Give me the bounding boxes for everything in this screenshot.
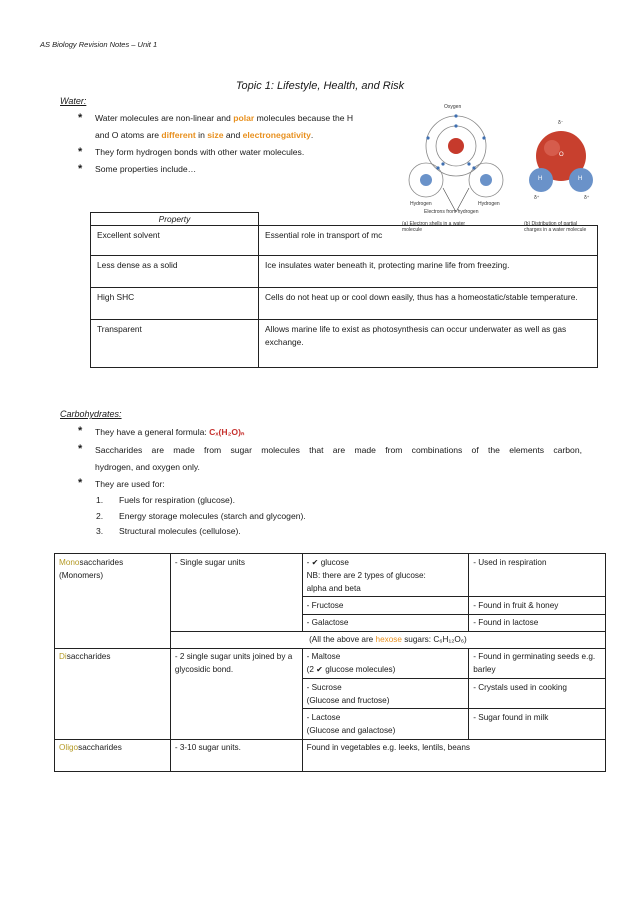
water-bullet-1-line-1: Water molecules are non-linear and polar molecules because the H [95,113,354,123]
glucose-use-cell: - Used in respiration [469,554,606,597]
fructose-use-cell: - Found in fruit & honey [469,597,606,614]
use-number: 1. [96,495,104,505]
bullet-star-icon: * [78,477,83,489]
monosaccharides-cell: Monosaccharides (Monomers) [55,554,171,649]
hydrogen-atom-label: H [538,176,543,182]
table-row [91,320,598,368]
delta-plus-label: δ⁺ [534,195,540,201]
description-cell: Ice insulates water beneath it, protecting marine life from freezing. [259,256,598,288]
carbohydrates-heading: Carbohydrates: [60,409,122,419]
description-cell: Allows marine life to exist as photosynthesis can occur underwater as well as gas exchange. [259,320,598,368]
water-bullet-1-line-2: and O atoms are different in size and electronegativity. [95,130,314,140]
property-header: Property [91,213,259,226]
page-header: AS Biology Revision Notes – Unit 1 [40,40,158,49]
use-number: 3. [96,526,104,536]
lactose-cell: - Lactose (Glucose and galactose) [302,709,469,739]
oligo-description-cell: - 3-10 sugar units. [170,739,302,771]
bullet-star-icon: * [78,443,83,455]
table-row [55,648,606,678]
sucrose-cell: - Sucrose (Glucose and fructose) [302,679,469,709]
maltose-use-cell: - Found in germinating seeds e.g. barley [469,648,606,678]
blank-header-cell [259,213,598,226]
property-cell: Excellent solvent [91,226,259,256]
sucrose-use-cell: - Crystals used in cooking [469,679,606,709]
description-cell: Cells do not heat up or cool down easily, thus has a homeostatic/stable temperature. [259,288,598,320]
water-bullet-2: They form hydrogen bonds with other water molecules. [95,147,305,157]
table-row [55,739,606,771]
description-cell: Essential role in transport of mc [259,226,598,256]
water-heading: Water: [60,96,87,106]
table-row [91,256,598,288]
table-row [91,213,598,226]
fructose-cell: - Fructose [302,597,469,614]
oxygen-label: Oxygen [444,104,462,110]
bullet-star-icon: * [78,112,83,124]
table-row [91,288,598,320]
water-bullet-3: Some properties include… [95,164,197,174]
delta-plus-label: δ⁺ [584,195,590,201]
di-description-cell: - 2 single sugar units joined by a glycosidic bond. [170,648,302,739]
use-item: Structural molecules (cellulose). [119,526,241,536]
use-number: 2. [96,511,104,521]
property-cell: Transparent [91,320,259,368]
galactose-use-cell: - Found in lactose [469,614,606,631]
caption-a: (a) Electron shells in a water molecule [402,221,466,233]
hydrogen-left-label: Hydrogen [410,201,432,207]
lactose-use-cell: - Sugar found in milk [469,709,606,739]
electron-shell-diagram [409,114,503,212]
carbs-bullet-1: They have a general formula: Cₓ(H₂O)ₙ [95,427,245,437]
property-cell: High SHC [91,288,259,320]
bullet-star-icon: * [78,163,83,175]
caption-b: (b) Distribution of partial charges in a water molecule [524,221,587,233]
galactose-cell: - Galactose [302,614,469,631]
mono-description-cell: - Single sugar units [170,554,302,632]
carbs-bullet-3: They are used for: [95,479,165,489]
delta-minus-label: δ⁻ [558,120,564,126]
disaccharides-cell: Disaccharides [55,648,171,739]
shared-electrons-label: Electrons from hydrogen [424,209,479,215]
page-title: Topic 1: Lifestyle, Health, and Risk [235,80,405,92]
table-row [55,554,606,597]
oxygen-atom-label: O [559,152,564,158]
oligo-found-cell: Found in vegetables e.g. leeks, lentils, beans [302,739,605,771]
carbs-bullet-2-line-2: hydrogen, and oxygen only. [95,462,200,472]
hexose-note-cell: (All the above are hexose sugars: C₆H₁₂O₆) [170,631,605,648]
glucose-cell: - ✔ glucose NB: there are 2 types of glucose: alpha and beta [302,554,469,597]
bullet-star-icon: * [78,146,83,158]
use-item: Energy storage molecules (starch and glycogen). [119,511,306,521]
oligosaccharides-cell: Oligosaccharides [55,739,171,771]
carbohydrate-types-table [54,553,606,772]
hydrogen-atom-label: H [578,176,583,182]
carbs-bullet-2-line-1: Saccharides are made from sugar molecules that are made from combinations of the elements carbon, [95,445,582,455]
table-row [91,226,598,256]
water-properties-table [90,209,598,368]
hydrogen-right-label: Hydrogen [478,201,500,207]
maltose-cell: - Maltose (2 ✔ glucose molecules) [302,648,469,678]
bullet-star-icon: * [78,425,83,437]
property-cell: Less dense as a solid [91,256,259,288]
use-item: Fuels for respiration (glucose). [119,495,236,505]
